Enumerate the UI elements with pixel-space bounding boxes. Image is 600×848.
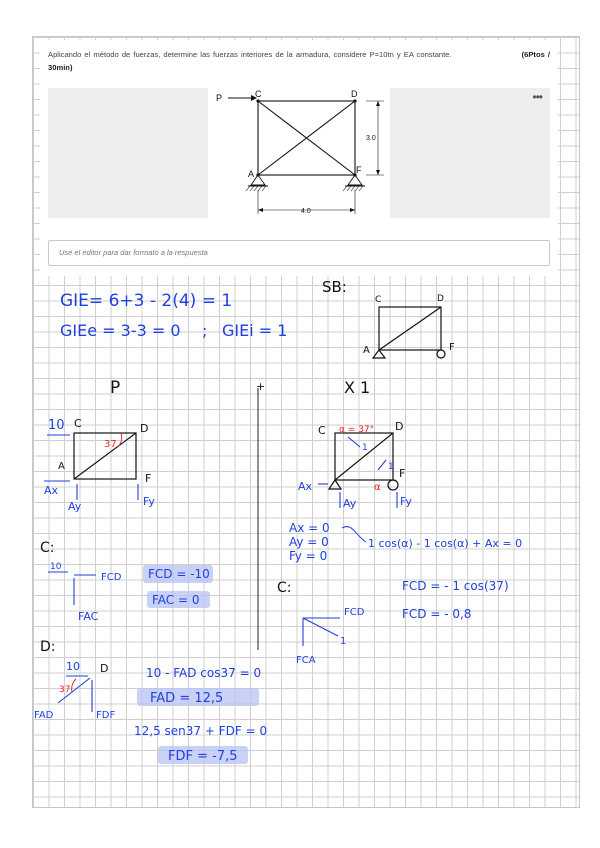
node-c-title: C: — [40, 540, 55, 556]
fcd-p-result: FCD = -10 — [148, 567, 210, 581]
node-label-d: D — [351, 89, 358, 99]
x1-node-f: F — [399, 467, 406, 480]
x1-system-title: X 1 — [344, 378, 371, 397]
p-ay: Ay — [68, 500, 82, 513]
p-ax: Ax — [44, 484, 59, 497]
p-node-f: F — [145, 472, 152, 485]
width-dimension: 4.0 — [301, 208, 311, 215]
p-load-10: 10 — [48, 418, 65, 433]
x1-ay: Ay — [343, 497, 357, 510]
sb-node-c: C — [375, 295, 382, 305]
gie-external: GIEe = 3-3 = 0 — [60, 321, 181, 340]
p-system-title: P — [110, 378, 121, 398]
fcd-x1-result: FCD = - 0,8 — [402, 607, 472, 621]
x1-alpha-bottom: α — [374, 482, 381, 493]
sb-structure — [373, 307, 445, 358]
gie-internal: GIEi = 1 — [222, 321, 288, 340]
more-options-icon[interactable]: ••• — [532, 90, 542, 104]
node-c-fcd: FCD — [101, 572, 122, 583]
x1-ax: Ax — [298, 480, 313, 493]
p-node-d: D — [140, 422, 149, 435]
node-c-x1-one: 1 — [340, 636, 347, 647]
p-node-a: A — [58, 461, 65, 472]
node-c-x1-fcd: FCD — [344, 607, 365, 618]
node-label-f: F — [356, 165, 362, 175]
p-angle-arc — [118, 433, 122, 447]
node-d-fdf: FDF — [96, 710, 116, 721]
answer-placeholder: Use el editor para dar formato a la respuesta — [59, 248, 208, 257]
sb-title: SB: — [322, 278, 347, 296]
fdf-result: FDF = -7,5 — [168, 749, 238, 764]
node-c-fbd — [48, 572, 96, 605]
node-c-load: 10 — [50, 562, 62, 572]
node-d-fad: FAD — [34, 710, 54, 721]
fad-result: FAD = 12,5 — [150, 691, 224, 706]
node-c-x1-title: C: — [277, 580, 292, 596]
fac-p-result: FAC = 0 — [152, 593, 200, 607]
x1-system-loads — [318, 437, 397, 508]
node-c-fac: FAC — [78, 610, 99, 623]
sb-node-f: F — [449, 342, 455, 353]
gie-separator: ; — [202, 321, 208, 340]
points-label: (6Ptos / 30min) — [48, 50, 550, 72]
plus-mark: + — [256, 380, 266, 393]
p-node-c: C — [74, 417, 82, 430]
fcd-x1-equation: FCD = - 1 cos(37) — [402, 579, 509, 593]
node-d-title: D: — [40, 639, 56, 655]
eq-fy: Fy = 0 — [289, 549, 328, 563]
node-d-angle: 37 — [59, 685, 71, 695]
node-c-x1-fca: FCA — [296, 655, 316, 666]
x1-one-diag: 1 — [388, 462, 394, 472]
load-label: P — [216, 93, 223, 103]
x1-node-d: D — [395, 420, 404, 433]
x1-node-c: C — [318, 424, 326, 437]
node-label-c: C — [255, 89, 262, 99]
sb-node-a: A — [363, 345, 370, 356]
x1-fy: Fy — [400, 495, 412, 508]
height-dimension: 3.0 — [366, 135, 376, 142]
sb-node-d: D — [437, 294, 444, 304]
node-d-label: D — [100, 662, 109, 675]
eq-d2: 12,5 sen37 + FDF = 0 — [134, 724, 268, 738]
x1-alpha: α = 37° — [339, 425, 375, 435]
node-label-a: A — [248, 169, 255, 179]
eq-arrow — [342, 527, 366, 542]
eq-ay: Ay = 0 — [289, 535, 329, 549]
eq-ax: Ax = 0 — [289, 521, 330, 535]
statement-text: Aplicando el método de fuerzas, determine las fuerzas interiores de la armadura, considere P=10tn y EA constante. — [48, 50, 452, 59]
eq-d1: 10 - FAD cos37 = 0 — [146, 666, 262, 680]
gie-total: GIE= 6+3 - 2(4) = 1 — [60, 291, 233, 311]
node-c-x1-fbd — [303, 618, 340, 646]
p-fy: Fy — [143, 495, 155, 508]
x1-one-top: 1 — [362, 443, 368, 453]
p-angle: 37 — [104, 439, 117, 450]
eq-x1-result: 1 cos(α) - 1 cos(α) + Ax = 0 — [368, 537, 523, 550]
node-d-load: 10 — [66, 660, 80, 673]
